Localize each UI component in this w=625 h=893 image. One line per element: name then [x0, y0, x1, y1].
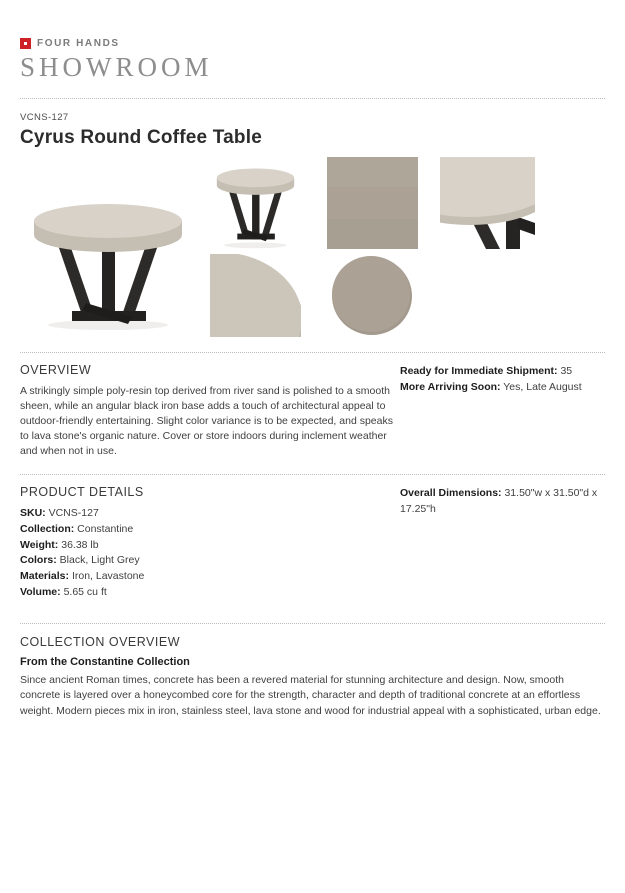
brand-name: FOUR HANDS: [37, 38, 120, 49]
showroom-wordmark: SHOWROOM: [20, 52, 213, 82]
header: [0, 0, 625, 83]
ready-shipment-value: 35: [560, 365, 573, 377]
collection-overview-section: [20, 635, 605, 720]
detail-row-volume: [20, 585, 400, 601]
availability-panel: [400, 363, 605, 459]
ready-shipment-label: Ready for Immediate Shipment:: [400, 365, 558, 377]
detail-value: VCNS-127: [48, 507, 99, 519]
product-image-three-quarter-view[interactable]: [210, 162, 301, 250]
divider: [20, 474, 605, 475]
arriving-soon-label: More Arriving Soon:: [400, 381, 501, 393]
detail-row-materials: [20, 569, 400, 585]
product-image-gallery: [20, 157, 605, 337]
overall-dimensions-label: Overall Dimensions:: [400, 487, 502, 499]
detail-row-sku: [20, 506, 400, 522]
collection-overview-heading: COLLECTION OVERVIEW: [20, 634, 180, 649]
product-image-edge-closeup[interactable]: [210, 254, 301, 337]
detail-value: 5.65 cu ft: [63, 585, 107, 598]
detail-value: Iron, Lavastone: [71, 570, 145, 583]
product-details-section: [20, 485, 605, 601]
detail-label: Colors:: [20, 554, 57, 567]
overview-section: [20, 363, 605, 459]
divider: [20, 352, 605, 353]
product-sku-code: VCNS-127: [20, 112, 69, 123]
overview-heading: OVERVIEW: [20, 363, 92, 377]
product-image-side-view[interactable]: [28, 193, 188, 333]
arriving-soon-value: Yes, Late August: [503, 381, 582, 393]
overall-dimensions-line: [400, 485, 605, 517]
overall-dimensions-value: 31.50"w x 31.50"d x 17.25"h: [400, 487, 598, 515]
product-image-material-swatch[interactable]: [327, 157, 418, 249]
brand-logo: [20, 38, 605, 49]
detail-label: Materials:: [20, 570, 70, 583]
four-hands-logo-icon: [20, 38, 31, 49]
collection-subheading: From the Constantine Collection: [20, 655, 190, 668]
product-image-corner-closeup[interactable]: [440, 157, 535, 249]
detail-label: Volume:: [20, 585, 61, 598]
detail-value: Constantine: [77, 522, 134, 535]
divider: [20, 98, 605, 99]
divider: [20, 623, 605, 624]
ready-shipment-line: [400, 363, 605, 379]
page-title: Cyrus Round Coffee Table: [20, 127, 262, 148]
detail-label: Weight:: [20, 538, 59, 551]
arriving-soon-line: [400, 379, 605, 395]
collection-body: Since ancient Roman times, concrete has been a revered material for stunning architecture and design. Now, smooth concrete is layered over a honeycombed core for the strength, character and depth of traditional concrete at an effortless weight. Modern pieces mix in iron, stainless steel, lava stone and wood for industrial appeal with a sophisticated, urban edge.: [20, 673, 601, 717]
detail-label: SKU:: [20, 507, 46, 519]
product-image-top-swatch[interactable]: [327, 254, 418, 337]
overview-body: A strikingly simple poly-resin top derived from river sand is polished to a smooth sheen, while an angular black iron base adds a touch of architectural appeal to outdoor-friendly entertaining. Slight color variance is to be expected, and speaks to lava stone's organic nature. Cover or store indoors during inclement weather and when not in use.: [20, 385, 393, 457]
detail-row-collection: [20, 522, 400, 538]
detail-value: 36.38 lb: [61, 538, 99, 551]
detail-row-weight: [20, 538, 400, 554]
detail-label: Collection:: [20, 522, 75, 535]
product-details-heading: PRODUCT DETAILS: [20, 485, 144, 499]
detail-row-colors: [20, 553, 400, 569]
detail-value: Black, Light Grey: [59, 554, 140, 567]
